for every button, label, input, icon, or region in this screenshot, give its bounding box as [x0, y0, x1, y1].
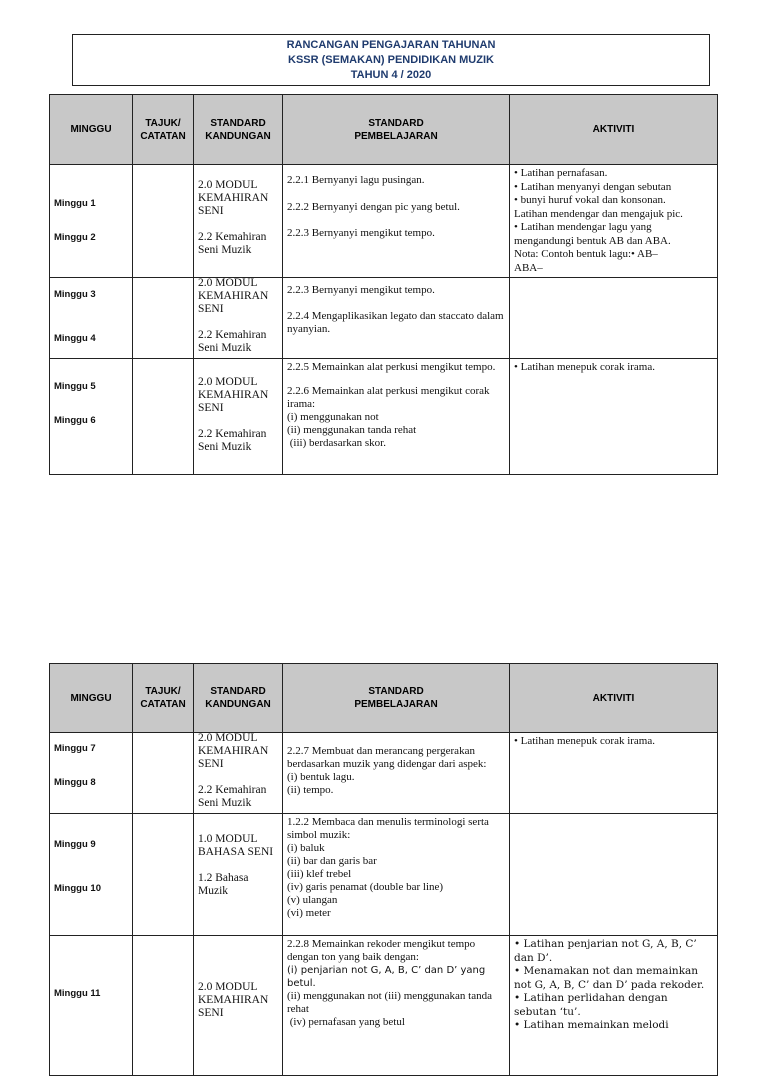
col-header-tajuk: TAJUK/ CATATAN [133, 95, 194, 165]
sp-item: 1.2.2 Membaca dan menulis terminologi serta simbol muzik: [287, 816, 489, 841]
week-label: Minggu 1 [54, 198, 96, 209]
standard-kandungan-cell [194, 733, 283, 814]
sp-item: 2.2.1 Bernyanyi lagu pusingan. [287, 174, 425, 186]
standard-kandungan-cell [194, 814, 283, 936]
sp-item: (ii) bar dan garis bar [287, 855, 377, 867]
col-header-aktiviti: AKTIVITI [510, 664, 718, 733]
plan-table-2 [49, 663, 718, 1076]
week-cell [50, 936, 133, 1076]
sp-item: (i) baluk [287, 842, 325, 854]
aktiviti-line: • Latihan menepuk corak irama. [514, 735, 655, 747]
table-row [50, 936, 718, 1076]
week-cell [50, 278, 133, 359]
document-title-box [72, 34, 710, 86]
week-label: Minggu 3 [54, 289, 96, 300]
sk-module: 2.0 MODUL KEMAHIRAN SENI [198, 376, 269, 414]
col-header-minggu: MINGGU [50, 95, 133, 165]
sp-item: (iv) pernafasan yang betul [287, 1016, 405, 1028]
week-label: Minggu 2 [54, 232, 96, 243]
title-line-3: TAHUN 4 / 2020 [350, 69, 432, 81]
sp-item: 2.2.2 Bernyanyi dengan pic yang betul. [287, 201, 460, 213]
sp-item: (iii) klef trebel [287, 868, 352, 880]
sp-item: (ii) menggunakan tanda rehat [287, 424, 417, 436]
standard-pembelajaran-cell [283, 733, 510, 814]
tajuk-cell [133, 733, 194, 814]
sp-item: 2.2.7 Membuat dan merancang pergerakan berdasarkan muzik yang didengar dari aspek: [287, 745, 487, 770]
week-label: Minggu 6 [54, 415, 96, 426]
aktiviti-line: • Latihan mendengar lagu yang [514, 221, 652, 233]
table-header-row [50, 95, 718, 165]
table-row [50, 359, 718, 475]
aktiviti-cell [510, 278, 718, 359]
sp-item: 2.2.4 Mengaplikasikan legato dan staccato dalam nyanyian. [287, 310, 504, 335]
week-cell [50, 359, 133, 475]
sp-item: (iii) berdasarkan skor. [287, 437, 386, 449]
sp-item: (ii) tempo. [287, 784, 334, 796]
aktiviti-cell [510, 936, 718, 1076]
aktiviti-cell [510, 814, 718, 936]
standard-pembelajaran-cell [283, 165, 510, 278]
sk-sub: 2.2 Kemahiran Seni Muzik [198, 784, 267, 809]
col-header-standard-kandungan: STANDARD KANDUNGAN [194, 664, 283, 733]
aktiviti-line: • Latihan menepuk corak irama. [514, 361, 655, 373]
aktiviti-line: ABA– [514, 261, 543, 274]
week-label: Minggu 5 [54, 381, 96, 392]
aktiviti-line: • Latihan perlidahan dengan sebutan ‘tu’. [514, 992, 668, 1018]
table-row [50, 733, 718, 814]
standard-kandungan-cell [194, 278, 283, 359]
aktiviti-line: • bunyi huruf vokal dan konsonan. [514, 194, 666, 206]
sp-item: (vi) meter [287, 907, 331, 919]
aktiviti-line: • Menamakan not dan memainkan not G, A, B, C’ dan D’ pada rekoder. [514, 965, 705, 991]
sk-module: 2.0 MODUL KEMAHIRAN SENI [198, 179, 269, 217]
col-header-aktiviti: AKTIVITI [510, 95, 718, 165]
title-line-2: KSSR (SEMAKAN) PENDIDIKAN MUZIK [288, 54, 494, 66]
standard-pembelajaran-cell [283, 936, 510, 1076]
standard-kandungan-cell [194, 165, 283, 278]
table-row [50, 278, 718, 359]
sp-item: 2.2.3 Bernyanyi mengikut tempo. [287, 284, 435, 296]
sp-item: 2.2.3 Bernyanyi mengikut tempo. [287, 227, 435, 239]
sp-item: (iv) garis penamat (double bar line) [287, 881, 444, 893]
col-header-standard-pembelajaran: STANDARD PEMBELAJARAN [283, 664, 510, 733]
week-label: Minggu 4 [54, 333, 96, 344]
week-cell [50, 165, 133, 278]
aktiviti-cell [510, 359, 718, 475]
sp-item: 2.2.6 Memainkan alat perkusi mengikut corak irama: [287, 385, 490, 410]
col-header-standard-pembelajaran: STANDARD PEMBELAJARAN [283, 95, 510, 165]
plan-table-1 [49, 94, 718, 475]
col-header-standard-kandungan: STANDARD KANDUNGAN [194, 95, 283, 165]
tajuk-cell [133, 165, 194, 278]
aktiviti-line: • Latihan penjarian not G, A, B, C’ dan D’. [514, 938, 697, 964]
sk-sub: 1.2 Bahasa Muzik [198, 872, 249, 897]
sk-module: 2.0 MODUL KEMAHIRAN SENI [198, 981, 269, 1019]
week-label: Minggu 7 [54, 743, 96, 754]
aktiviti-cell [510, 733, 718, 814]
sk-sub: 2.2 Kemahiran Seni Muzik [198, 329, 267, 354]
title-line-1: RANCANGAN PENGAJARAN TAHUNAN [286, 39, 496, 51]
table-row [50, 814, 718, 936]
table-row [50, 165, 718, 278]
tajuk-cell [133, 359, 194, 475]
sp-item: (i) menggunakan not [287, 411, 379, 423]
sp-item: (v) ulangan [287, 894, 338, 906]
col-header-tajuk: TAJUK/ CATATAN [133, 664, 194, 733]
standard-pembelajaran-cell [283, 359, 510, 475]
week-cell [50, 814, 133, 936]
week-label: Minggu 11 [54, 988, 101, 999]
sp-item: 2.2.8 Memainkan rekoder mengikut tempo dengan ton yang baik dengan: [287, 938, 476, 963]
sk-module: 1.0 MODUL BAHASA SENI [198, 833, 274, 858]
sp-item: 2.2.5 Memainkan alat perkusi mengikut tempo. [287, 361, 496, 373]
sk-sub: 2.2 Kemahiran Seni Muzik [198, 231, 267, 256]
week-label: Minggu 8 [54, 777, 96, 788]
tajuk-cell [133, 278, 194, 359]
sp-item: (ii) menggunakan not (iii) menggunakan tanda rehat [287, 990, 492, 1015]
tajuk-cell [133, 814, 194, 936]
standard-kandungan-cell [194, 936, 283, 1076]
sk-sub: 2.2 Kemahiran Seni Muzik [198, 428, 267, 453]
aktiviti-line: • Latihan menyanyi dengan sebutan [514, 180, 672, 193]
aktiviti-line: • Latihan memainkan melodi [514, 1019, 669, 1031]
standard-kandungan-cell [194, 359, 283, 475]
tajuk-cell [133, 936, 194, 1076]
sk-module: 2.0 MODUL KEMAHIRAN SENI [198, 732, 269, 770]
week-label: Minggu 10 [54, 883, 101, 894]
week-label: Minggu 9 [54, 839, 96, 850]
table-header-row [50, 664, 718, 733]
standard-pembelajaran-cell [283, 814, 510, 936]
aktiviti-cell [510, 165, 718, 278]
aktiviti-line: Latihan mendengar dan mengajuk pic. [514, 207, 683, 220]
col-header-minggu: MINGGU [50, 664, 133, 733]
aktiviti-line: mengandungi bentuk AB dan ABA. [514, 234, 671, 247]
week-cell [50, 733, 133, 814]
sp-item: (i) bentuk lagu. [287, 771, 355, 783]
aktiviti-line: • Latihan pernafasan. [514, 167, 608, 179]
sp-item: (i) penjarian not G, A, B, C’ dan D’ yang betul. [287, 965, 486, 989]
aktiviti-line: Nota: Contoh bentuk lagu:• AB– [514, 248, 658, 260]
sk-module: 2.0 MODUL KEMAHIRAN SENI [198, 277, 269, 315]
standard-pembelajaran-cell [283, 278, 510, 359]
